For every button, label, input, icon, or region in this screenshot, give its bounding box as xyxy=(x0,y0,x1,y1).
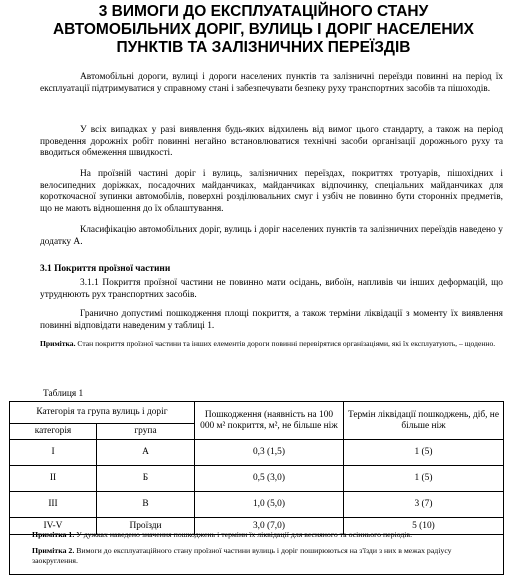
table-row xyxy=(10,466,504,492)
table-note-label: Примітка 2. xyxy=(32,546,75,555)
cell-category: III xyxy=(10,492,97,518)
note xyxy=(40,339,503,349)
cell-damage: 3,0 (7,0) xyxy=(194,518,343,535)
table-note xyxy=(9,530,504,540)
cell-group: Проїзди xyxy=(97,518,195,535)
subsection-heading: 3.1 Покриття проїзної частини xyxy=(40,264,171,274)
cell-damage: 0,3 (1,5) xyxy=(194,440,343,466)
cell-category: II xyxy=(10,466,97,492)
header-term: Термін ліквідації пошкоджень, діб, не більше ніж xyxy=(343,402,503,440)
paragraph: У всіх випадках у разі виявлення будь-яких відхилень від вимог цього стандарту, а також на період проведення дорожніх робіт повинні негайно встановлюватися технічні засоби організації дорожнього руху та вводиться обмеження швидкості. xyxy=(40,125,503,159)
cell-category: I xyxy=(10,440,97,466)
header-category-group: Категорія та група вулиць і доріг xyxy=(10,402,195,424)
damage-table xyxy=(9,401,504,535)
table-note-label: Примітка 1. xyxy=(32,530,75,539)
cell-term: 5 (10) xyxy=(343,518,503,535)
cell-damage: 0,5 (3,0) xyxy=(194,466,343,492)
section-title: 3 ВИМОГИ ДО ЕКСПЛУАТАЦІЙНОГО СТАНУ АВТОМОБІЛЬНИХ ДОРІГ, ВУЛИЦЬ І ДОРІГ НАСЕЛЕНИХ ПУНКТІВ ТА ЗАЛІЗНИЧНИХ ПЕРЕЇЗДІВ xyxy=(52,3,475,56)
header-damage: Пошкодження (наявність на 100 000 м² покриття, м², не більше ніж xyxy=(194,402,343,440)
cell-term: 1 (5) xyxy=(343,440,503,466)
cell-term: 1 (5) xyxy=(343,466,503,492)
paragraph: 3.1.1 Покриття проїзної частини не повинно мати осідань, вибоїн, напливів чи інших деформацій, що утруднюють рух транспортних засобів. xyxy=(40,278,503,300)
paragraph: Гранично допустимі пошкодження площі покриття, а також терміни ліквідації з моменту їх виявлення повинні відповідати наведеним у таблиці 1. xyxy=(40,309,503,331)
table-note-text: У дужках наведено значення пошкоджень і терміни їх ліквідації для весняного та осіннього періодів. xyxy=(76,530,413,539)
table-caption: Таблиця 1 xyxy=(43,389,84,399)
paragraph: На проїзній частині доріг і вулиць, залізничних переїздах, покриттях тротуарів, пішохідних і велосипедних доріжках, посадочних майданчиках, майданчиках відпочинку, спеціальних майданчиках для короткочасної зупинки автомобілів, поверхні розділювальних смуг і узбіч не повинно бути сторонніх предметів, що не мають відношення до їх облаштування. xyxy=(40,169,503,214)
note-label: Примітка. xyxy=(40,339,76,348)
cell-term: 3 (7) xyxy=(343,492,503,518)
paragraph: Класифікацію автомобільних доріг, вулиць і доріг населених пунктів та залізничних переїздів наведено у додатку А. xyxy=(40,225,503,247)
note-text: Стан покриття проїзної частини та інших елементів дороги повинні перевірятися організаціями, які їх експлуатують, – щоденно. xyxy=(77,339,496,348)
table-header-row xyxy=(10,402,504,424)
cell-group: В xyxy=(97,492,195,518)
header-group: група xyxy=(97,424,195,440)
cell-damage: 1,0 (5,0) xyxy=(194,492,343,518)
table-row xyxy=(10,440,504,466)
cell-category: IV-V xyxy=(10,518,97,535)
table-note xyxy=(9,546,504,566)
header-category: категорія xyxy=(10,424,97,440)
cell-group: А xyxy=(97,440,195,466)
table-row xyxy=(10,492,504,518)
cell-group: Б xyxy=(97,466,195,492)
table-note-text: Вимоги до експлуатаційного стану проїзної частини вулиць і доріг поширюються на з'їзди з них в межах радіусу заокруглення. xyxy=(32,546,452,565)
paragraph: Автомобільні дороги, вулиці і дороги населених пунктів та залізничні переїзди повинні на період їх експлуатації підтримуватися у справному стані і забезпечувати безпеку руху транспортних засобів та пішоходів. xyxy=(40,72,503,94)
